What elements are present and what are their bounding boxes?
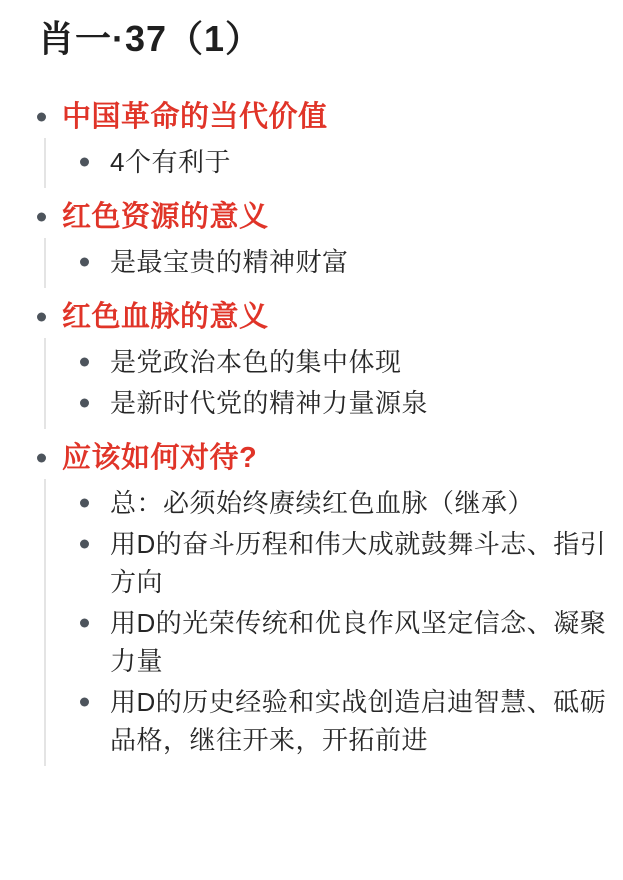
subtopic-list [44,338,623,429]
subtopic-text[interactable]: 用D的光荣传统和优良作风坚定信念、凝聚力量 [110,608,607,676]
topic-bullet-icon[interactable] [37,113,46,122]
subtopic-row[interactable] [46,604,623,680]
subtopic-list [44,479,623,766]
subtopic-list [44,238,623,288]
topic-bullet-icon[interactable] [37,454,46,463]
topic-row[interactable] [0,196,623,238]
page-title[interactable]: 肖一·37（1） [38,18,263,59]
subtopic-list [44,138,623,188]
subtopic-bullet-icon[interactable] [80,619,89,628]
outline-section [0,437,623,766]
subtopic-row[interactable] [46,243,623,281]
subtopic-bullet-icon[interactable] [80,158,89,167]
subtopic-text[interactable]: 4个有利于 [110,147,231,177]
subtopic-bullet-icon[interactable] [80,499,89,508]
subtopic-bullet-icon[interactable] [80,258,89,267]
subtopic-bullet-icon[interactable] [80,698,89,707]
subtopic-text[interactable]: 是新时代党的精神力量源泉 [110,388,429,418]
subtopic-row[interactable] [46,143,623,181]
subtopic-text[interactable]: 总：必须始终赓续红色血脉（继承） [110,488,535,518]
topic-row[interactable] [0,96,623,138]
topic-text[interactable]: 中国革命的当代价值 [62,101,328,133]
subtopic-row[interactable] [46,683,623,759]
subtopic-row[interactable] [46,384,623,422]
subtopic-bullet-icon[interactable] [80,399,89,408]
topic-bullet-icon[interactable] [37,313,46,322]
topic-text[interactable]: 红色血脉的意义 [62,301,269,333]
topic-text[interactable]: 应该如何对待? [62,442,258,474]
outline-section [0,196,623,288]
subtopic-bullet-icon[interactable] [80,540,89,549]
subtopic-row[interactable] [46,484,623,522]
subtopic-bullet-icon[interactable] [80,358,89,367]
subtopic-row[interactable] [46,343,623,381]
subtopic-text[interactable]: 用D的历史经验和实战创造启迪智慧、砥砺品格，继往开来，开拓前进 [110,687,607,755]
topic-row[interactable] [0,296,623,338]
topic-text[interactable]: 红色资源的意义 [62,201,269,233]
subtopic-text[interactable]: 用D的奋斗历程和伟大成就鼓舞斗志、指引方向 [110,529,607,597]
topic-row[interactable] [0,437,623,479]
subtopic-text[interactable]: 是最宝贵的精神财富 [110,247,349,277]
subtopic-row[interactable] [46,525,623,601]
subtopic-text[interactable]: 是党政治本色的集中体现 [110,347,402,377]
outline-section [0,96,623,188]
outline-section [0,296,623,429]
topic-bullet-icon[interactable] [37,213,46,222]
outline [0,96,623,766]
